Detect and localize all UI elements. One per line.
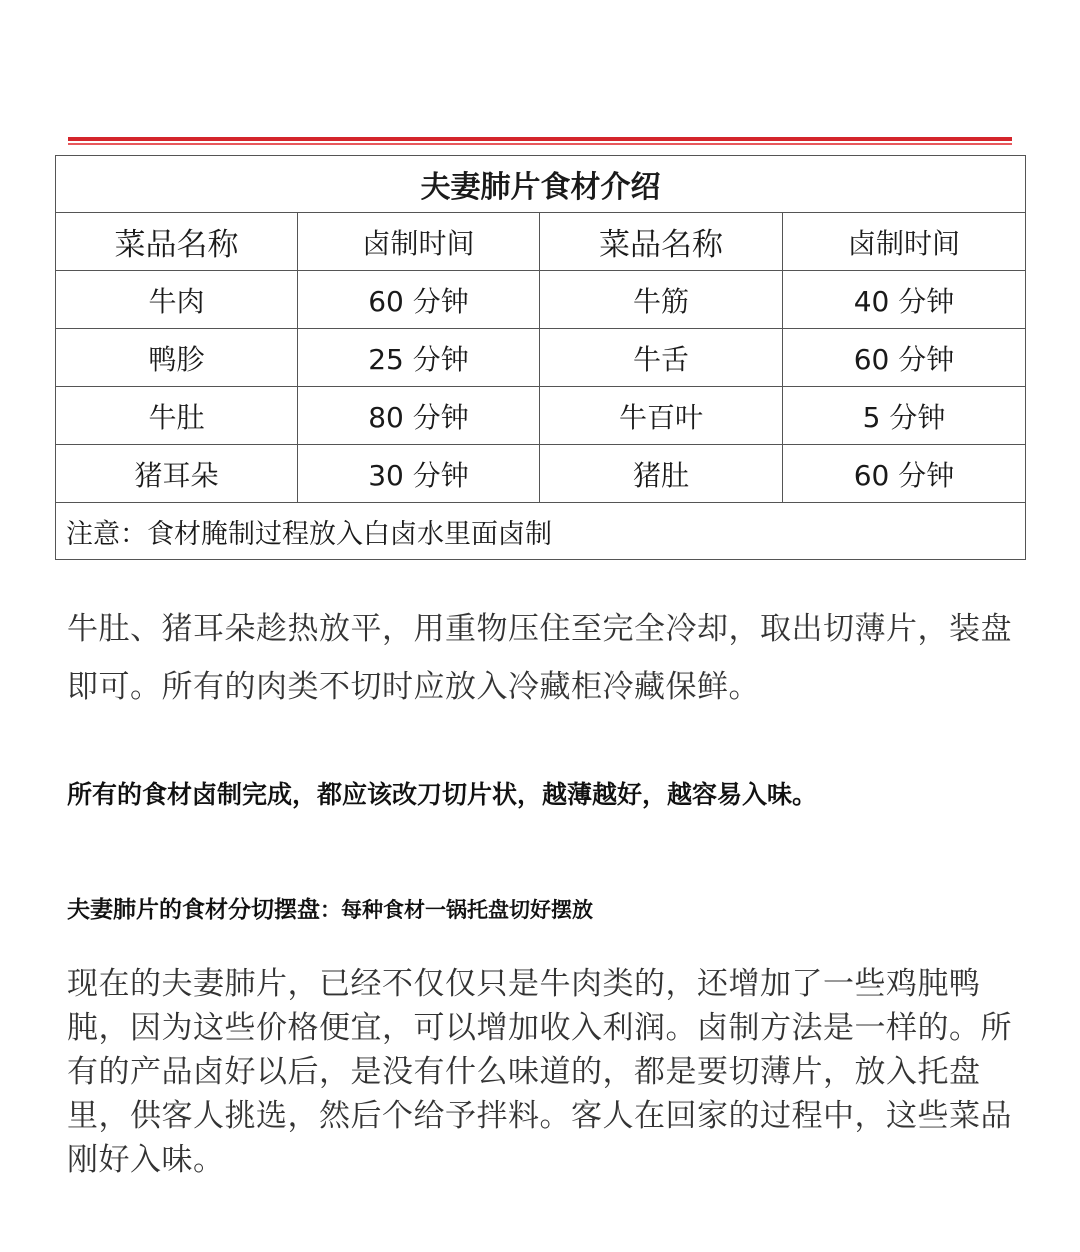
braise-time-cell: 30 分钟 bbox=[298, 445, 540, 503]
braise-time-cell: 60 分钟 bbox=[783, 329, 1026, 387]
table-row bbox=[56, 387, 1026, 445]
table-row bbox=[56, 271, 1026, 329]
plating-heading-detail: ：每种食材一锅托盘切好摆放 bbox=[320, 898, 593, 922]
braise-time-cell: 25 分钟 bbox=[298, 329, 540, 387]
paragraph-thin-slice-tip: 所有的食材卤制完成，都应该改刀切片状，越薄越好，越容易入味。 bbox=[67, 780, 818, 809]
column-header-dish-name: 菜品名称 bbox=[540, 213, 783, 271]
column-header-braise-time: 卤制时间 bbox=[298, 213, 540, 271]
dish-name-cell: 牛肉 bbox=[56, 271, 298, 329]
section-plating-heading bbox=[67, 890, 1017, 930]
table-header-row bbox=[56, 213, 1026, 271]
braise-time-cell: 60 分钟 bbox=[783, 445, 1026, 503]
dish-name-cell: 牛舌 bbox=[540, 329, 783, 387]
ingredient-table bbox=[55, 155, 1026, 560]
braise-time-cell: 60 分钟 bbox=[298, 271, 540, 329]
dish-name-cell: 牛百叶 bbox=[540, 387, 783, 445]
paragraph-product-description: 现在的夫妻肺片，已经不仅仅只是牛肉类的，还增加了一些鸡肫鸭肫，因为这些价格便宜，可以增加收入利润。卤制方法是一样的。所有的产品卤好以后，是没有什么味道的，都是要切薄片，放入托盘里，供客人挑选，然后个给予拌料。客人在回家的过程中，这些菜品刚好入味。 bbox=[67, 966, 1012, 1178]
table-row bbox=[56, 329, 1026, 387]
braise-time-cell: 5 分钟 bbox=[783, 387, 1026, 445]
dish-name-cell: 猪耳朵 bbox=[56, 445, 298, 503]
column-header-braise-time: 卤制时间 bbox=[783, 213, 1026, 271]
braise-time-cell: 40 分钟 bbox=[783, 271, 1026, 329]
dish-name-cell: 牛肚 bbox=[56, 387, 298, 445]
column-header-dish-name: 菜品名称 bbox=[56, 213, 298, 271]
table-note: 注意：食材腌制过程放入白卤水里面卤制 bbox=[56, 503, 1026, 560]
plating-heading-title: 夫妻肺片的食材分切摆盘 bbox=[67, 897, 320, 923]
table-row bbox=[56, 445, 1026, 503]
dish-name-cell: 鸭胗 bbox=[56, 329, 298, 387]
dish-name-cell: 牛筋 bbox=[540, 271, 783, 329]
paragraph-slicing-storage: 牛肚、猪耳朵趁热放平，用重物压住至完全冷却，取出切薄片，装盘即可。所有的肉类不切时应放入冷藏柜冷藏保鲜。 bbox=[67, 611, 1012, 705]
dish-name-cell: 猪肚 bbox=[540, 445, 783, 503]
braise-time-cell: 80 分钟 bbox=[298, 387, 540, 445]
table-title: 夫妻肺片食材介绍 bbox=[56, 156, 1026, 213]
